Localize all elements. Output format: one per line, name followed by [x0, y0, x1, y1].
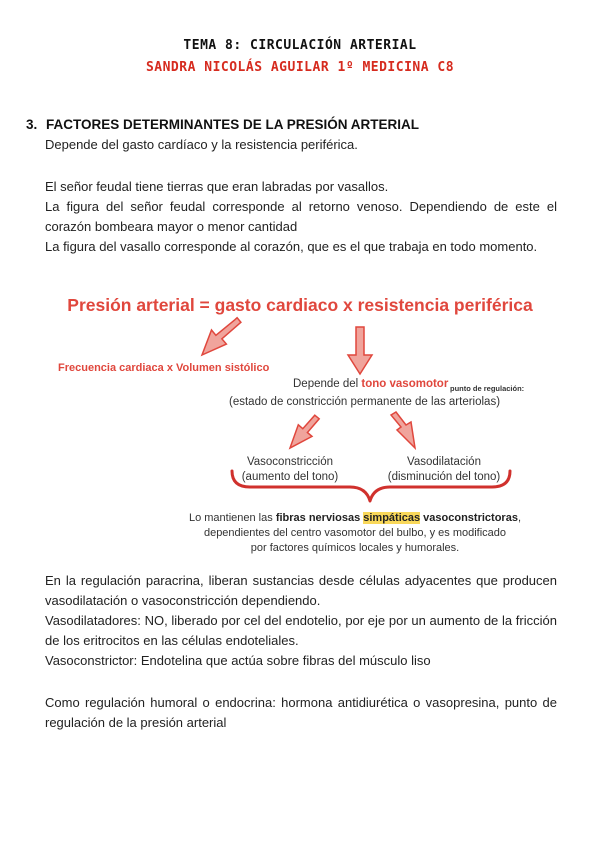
paracrina-paragraph: En la regulación paracrina, liberan sustancias desde células adyacentes que producen vasodilatación o vasoconstricción dependiendo. [45, 573, 557, 608]
vasodilatadores-paragraph: Vasodilatadores: NO, liberado por cel del endotelio, por eje por un aumento de la fricción de los eritrocitos en las células endoteliales. [45, 613, 557, 648]
vasoconstrictor-paragraph: Vasoconstrictor: Endotelina que actúa sobre fibras del músculo liso [45, 653, 431, 668]
tono-vasomotor-label [293, 378, 448, 390]
diagram-title: Presión arterial = gasto cardiaco x resistencia periférica [67, 295, 533, 315]
mantienen-line-2: dependientes del centro vasomotor del bulbo, y es modificado [203, 527, 507, 539]
mantienen-text [170, 511, 540, 556]
section-number: 3. [26, 117, 38, 132]
vasodilatacion-sub: (disminución del tono) [387, 471, 501, 483]
section-heading [26, 117, 419, 132]
mantienen-line-1 [170, 511, 540, 526]
section-title: FACTORES DETERMINANTES DE LA PRESIÓN ARTERIAL [46, 117, 420, 132]
tono-vasomotor-bold: tono vasomotor [361, 378, 449, 390]
mantienen-line-3: por factores químicos locales y humorales. [250, 542, 460, 554]
document-title: TEMA 8: CIRCULACIÓN ARTERIAL [183, 38, 417, 53]
vasoconstriccion-sub: (aumento del tono) [241, 471, 339, 483]
estado-label: (estado de constricción permanente de las arteriolas) [229, 396, 501, 408]
vasoconstriccion-label: Vasoconstricción [246, 456, 334, 468]
arrow-to-frecuencia [202, 318, 241, 355]
arrow-to-vasodilatacion [391, 412, 415, 448]
depende-prefix: Depende del [293, 378, 362, 390]
simpaticas-highlight: simpáticas [363, 512, 421, 524]
left-branch-label: Frecuencia cardiaca x Volumen sistólico [58, 362, 270, 374]
analogy-line-2: La figura del señor feudal corresponde al retorno venoso. Dependiendo de este el corazón bombeara mayor o menor cantidad [45, 199, 557, 234]
analogy-line-1: El señor feudal tiene tierras que eran labradas por vasallos. [45, 179, 389, 194]
vasodilatacion-label: Vasodilatación [407, 456, 481, 468]
blood-pressure-diagram [0, 285, 600, 560]
arrow-to-tono [348, 327, 372, 374]
vasodilatacion-box [378, 455, 510, 485]
mantienen-comma: , [517, 512, 522, 524]
document-author: SANDRA NICOLÁS AGUILAR 1º MEDICINA C8 [145, 60, 455, 75]
punto-regulacion-note: punto de regulación: [450, 384, 525, 393]
section-intro: Depende del gasto cardíaco y la resistencia periférica. [45, 137, 358, 152]
vasoconstriccion-box [234, 455, 346, 485]
analogy-line-3: La figura del vasallo corresponde al corazón, que es el que trabaja en todo momento. [45, 239, 538, 254]
humoral-paragraph: Como regulación humoral o endocrina: hormona antidiurética o vasopresina, punto de regulación de la presión arterial [45, 695, 557, 730]
mantienen-prefix: Lo mantienen las [188, 512, 276, 524]
mantienen-bold-1: fibras nerviosas [275, 512, 364, 524]
arrow-to-vasoconstriccion [290, 415, 319, 448]
mantienen-bold-2: vasoconstrictoras [420, 512, 518, 524]
